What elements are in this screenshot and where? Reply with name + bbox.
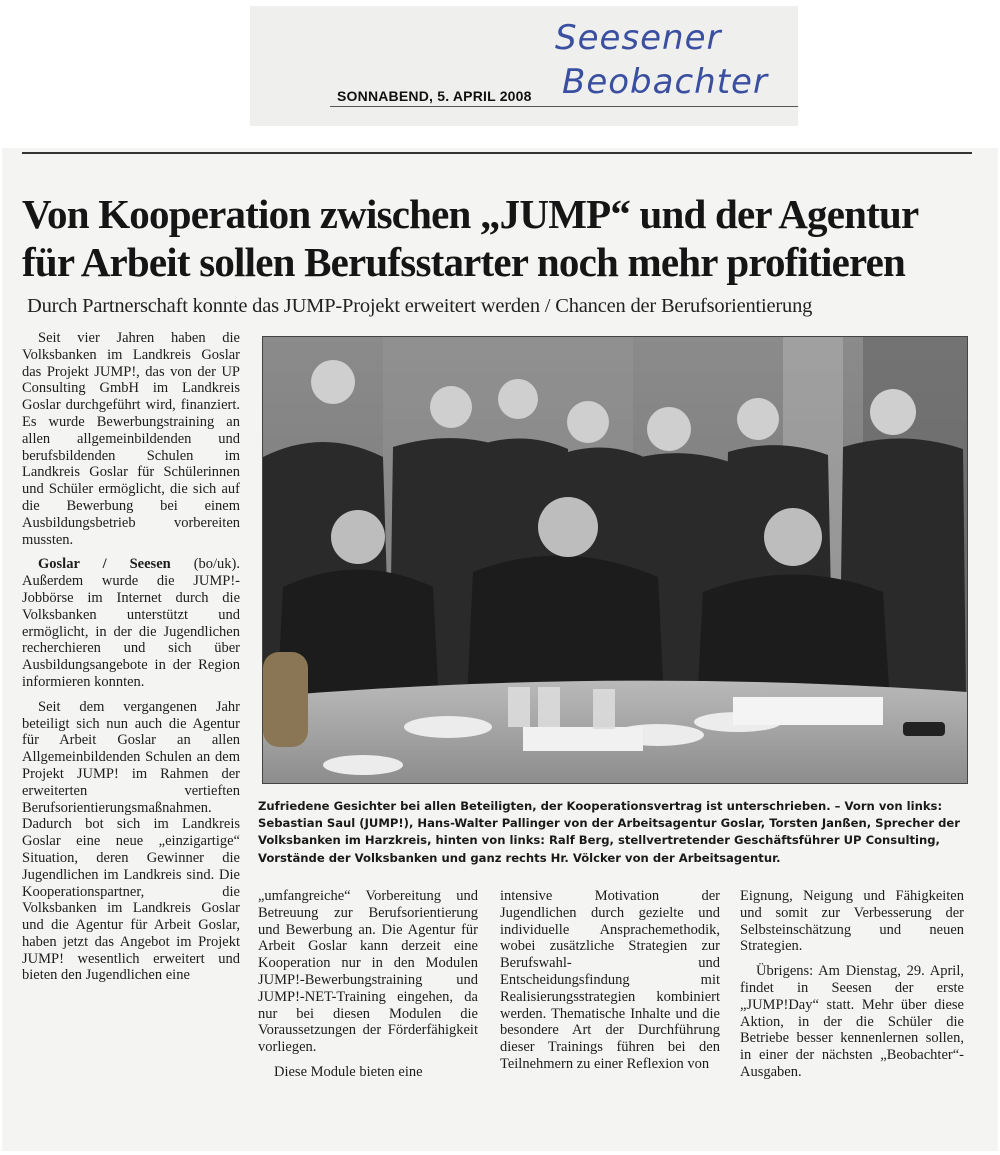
article-headline <box>22 190 982 286</box>
col1-paragraph-3: Seit dem vergangenen Jahr beteiligt sich nun auch die Agentur für Arbeit Goslar an allen Allgemeinbildenden Schulen an dem Projekt JUMP! im Rahmen der erweiterten vertieften Berufsorientierungsmaßnahmen. Dadurch bot sich im Landkreis Goslar eine neue „einzigartige“ Situation, deren Gewinner die Jugendlichen im Landkreis sind. Die Kooperationspartner, die Volksbanken im Landkreis Goslar und die Agentur für Arbeit Goslar, haben jetzt das Angebot im Projekt JUMP! wesentlich erweitert und bieten den Jugendlichen eine <box>22 698 240 984</box>
photo-caption: Zufriedene Gesichter bei allen Beteiligten, der Kooperationsvertrag ist unterschrieben. – Vorn von links: Sebastian Saul (JUMP!), Hans-Walter Pallinger von der Arbeitsagentur Goslar, Torsten Janßen, Sprecher der Volksbanken im Harzkreis, hinten von links: Ralf Berg, stellvertretender Geschäftsführer UP Consulting, Vorstände der Volksbanken und ganz rechts Hr. Völcker von der Arbeitsagentur. <box>258 799 961 865</box>
col2-paragraph-2: Diese Module bieten eine <box>274 1063 423 1080</box>
col2-paragraph-1: „umfangreiche“ Vorbereitung und Betreuung zur Berufsorientierung und Bewerbung an. Die Agentur für Arbeit Goslar kann derzeit eine Kooperation nur in den Modulen JUMP!-Bewerbungstraining und JUMP!-NET-Training eingehen, da nur bei diesen Modulen die Voraussetzungen der Förderfähigkeit vorliegen. <box>258 888 478 1056</box>
article-photo <box>262 336 968 784</box>
dateline-lead: Goslar / Seesen <box>38 556 171 573</box>
article-column-3 <box>500 888 720 1081</box>
headline-line-2: für Arbeit sollen Berufsstarter noch mehr profitieren <box>22 239 906 285</box>
dateline: SONNABEND, 5. APRIL 2008 <box>337 88 532 104</box>
col1-paragraph-1: Seit vier Jahren haben die Volksbanken im Landkreis Goslar das Projekt JUMP!, das von der UP Consulting GmbH im Landkreis Goslar durchgeführt wird, finanziert. Es wurde Bewerbungstraining an allen allgemeinbildenden und berufsbildenden Schulen im Landkreis Goslar für Schülerinnen und Schüler ermöglicht, die sich auf die Bewerbung bei einem Ausbildungsbetrieb vorbereiten mussten. <box>22 330 240 548</box>
article-column-1 <box>22 330 240 992</box>
article-subheadline: Durch Partnerschaft konnte das JUMP-Projekt erweitert werden / Chancen der Berufsorientierung <box>27 295 813 317</box>
col1-paragraph-2 <box>22 556 240 690</box>
col4-paragraph-2: Übrigens: Am Dienstag, 29. April, findet in Seesen der erste „JUMP!Day“ statt. Mehr über diese Aktion, in der die Schüler die Betriebe besser kennenlernen sollen, in einer der nächsten „Beobachter“-Ausgaben. <box>740 963 964 1080</box>
article-column-4 <box>740 888 964 1089</box>
col3-paragraph-1: intensive Motivation der Jugendlichen durch gezielte und individuelle Ansprachemethodik, wobei zusätzliche Strategien zur Berufswahl- und Entscheidungsfindung mit Realisierungsstrategien kombiniert werden. Thematische Inhalte und die besondere Art der Durchführung dieser Trainings führen bei den Teilnehmern zu einer Reflexion von <box>500 888 720 1072</box>
dateline-rule <box>330 106 798 107</box>
photo-group-signing <box>263 337 967 783</box>
col4-paragraph-1: Eignung, Neigung und Fähigkeiten und somit zur Verbesserung der Selbsteinschätzung und neuen Strategien. <box>740 888 964 955</box>
article-column-2 <box>258 888 478 1089</box>
headline-line-1: Von Kooperation zwischen „JUMP“ und der Agentur <box>22 191 919 237</box>
article-top-rule <box>22 152 972 154</box>
col1-paragraph-2-text: (bo/uk). Außerdem wurde die JUMP!-Jobbörse im Internet durch die Volksbanken unterstützt und ermöglicht, in der die Jugendlichen recherchieren und sich über Ausbildungsangebote in der Region informieren konnten. <box>22 556 240 690</box>
handwritten-source-line1: Seesener <box>555 18 722 58</box>
handwritten-source-line2: Beobachter <box>562 62 768 102</box>
